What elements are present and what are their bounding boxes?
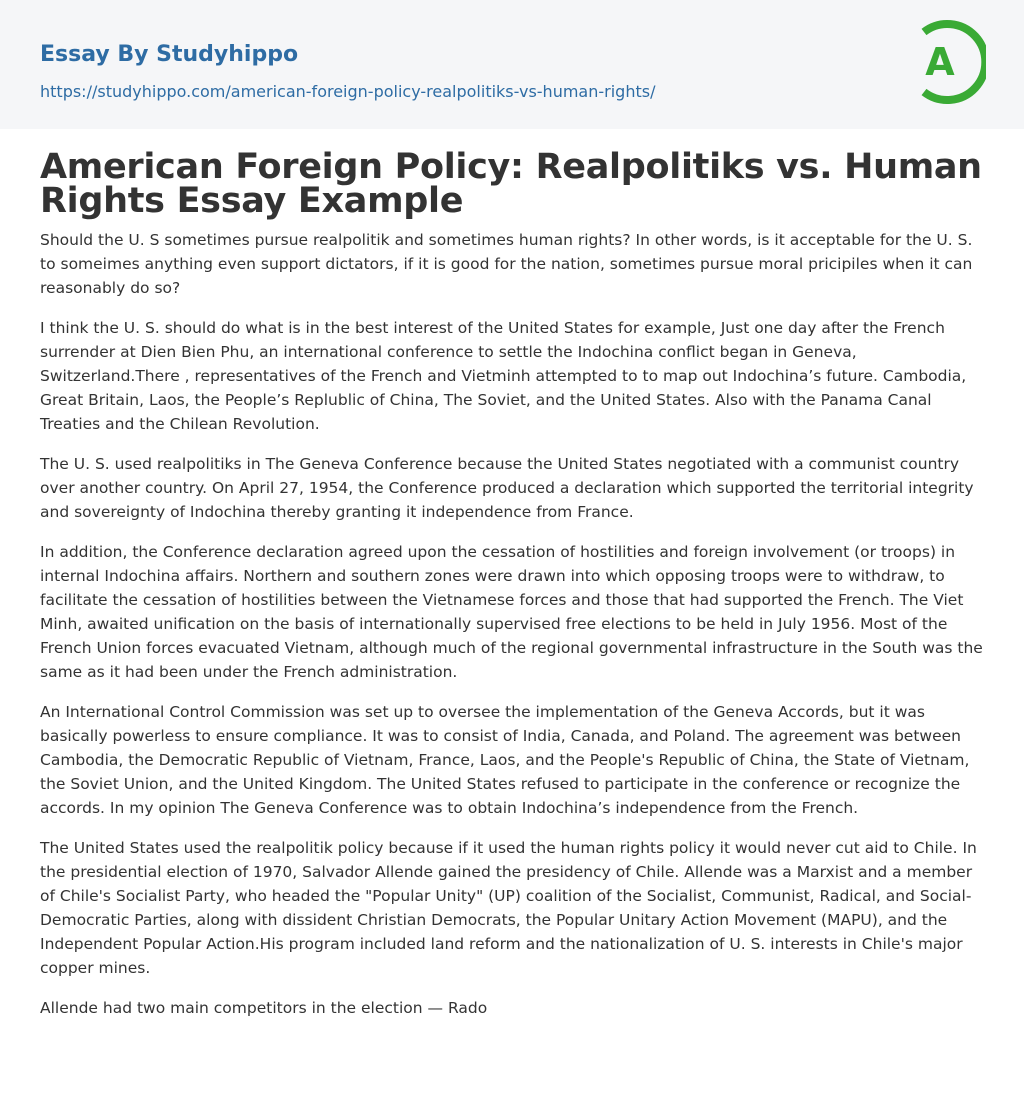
brand-title: Essay By Studyhippo bbox=[40, 42, 299, 67]
article-paragraph-1: Should the U. S sometimes pursue realpolitik and sometimes human rights? In other words, is it acceptable for the U. S. to someimes anything even support dictators, if it is good for the nation, sometimes pursue moral pricipiles when it can reasonably do so? bbox=[40, 231, 973, 297]
article-paragraph-7: Allende had two main competitors in the election — Rado bbox=[40, 999, 488, 1017]
article-paragraph-5: An International Control Commission was set up to oversee the implementation of the Geneva Accords, but it was basically powerless to ensure compliance. It was to consist of India, Canada, and Poland. The agreement was between Cambodia, the Democratic Republic of Vietnam, France, Laos, and the People's Republic of China, the State of Vietnam, the Soviet Union, and the United Kingdom. The United States refused to participate in the conference or recognize the accords. In my opinion The Geneva Conference was to obtain Indochina’s independence from the French. bbox=[40, 703, 970, 817]
studyhippo-logo-icon[interactable] bbox=[912, 19, 986, 105]
site-header bbox=[0, 0, 1024, 129]
article-paragraph-6: The United States used the realpolitik policy because if it used the human rights policy it would never cut aid to Chile. In the presidential election of 1970, Salvador Allende gained the presidency of Chile. Allende was a Marxist and a member of Chile's Socialist Party, who headed the "Popular Unity" (UP) coalition of the Socialist, Communist, Radical, and Social-Democratic Parties, along with dissident Christian Democrats, the Popular Unitary Action Movement (MAPU), and the Independent Popular Action.His program included land reform and the nationalization of U. S. interests in Chile's major copper mines. bbox=[40, 839, 977, 977]
article-paragraph-3: The U. S. used realpolitiks in The Geneva Conference because the United States negotiated with a communist country over another country. On April 27, 1954, the Conference produced a declaration which supported the territorial integrity and sovereignty of Indochina thereby granting it independence from France. bbox=[40, 455, 974, 521]
logo-letter: A bbox=[925, 40, 955, 84]
article-content bbox=[0, 147, 1024, 1020]
article-paragraph-2: I think the U. S. should do what is in the best interest of the United States for example, Just one day after the French surrender at Dien Bien Phu, an international conference to settle the Indochina conflict began in Geneva, Switzerland.There , representatives of the French and Vietminh attempted to to map out Indochina’s future. Cambodia, Great Britain, Laos, the People’s Replublic of China, The Soviet, and the United States. Also with the Panama Canal Treaties and the Chilean Revolution. bbox=[40, 319, 967, 433]
article-paragraph-4: In addition, the Conference declaration agreed upon the cessation of hostilities and foreign involvement (or troops) in internal Indochina affairs. Northern and southern zones were drawn into which opposing troops were to withdraw, to facilitate the cessation of hostilities between the Vietnamese forces and those that had supported the French. The Viet Minh, awaited unification on the basis of internationally supervised free elections to be held in July 1956. Most of the French Union forces evacuated Vietnam, although much of the regional governmental infrastructure in the South was the same as it had been under the French administration. bbox=[40, 543, 983, 681]
page-title: American Foreign Policy: Realpolitiks vs. Human Rights Essay Example bbox=[40, 147, 982, 221]
source-url-link[interactable]: https://studyhippo.com/american-foreign-policy-realpolitiks-vs-human-rights/ bbox=[40, 82, 656, 101]
